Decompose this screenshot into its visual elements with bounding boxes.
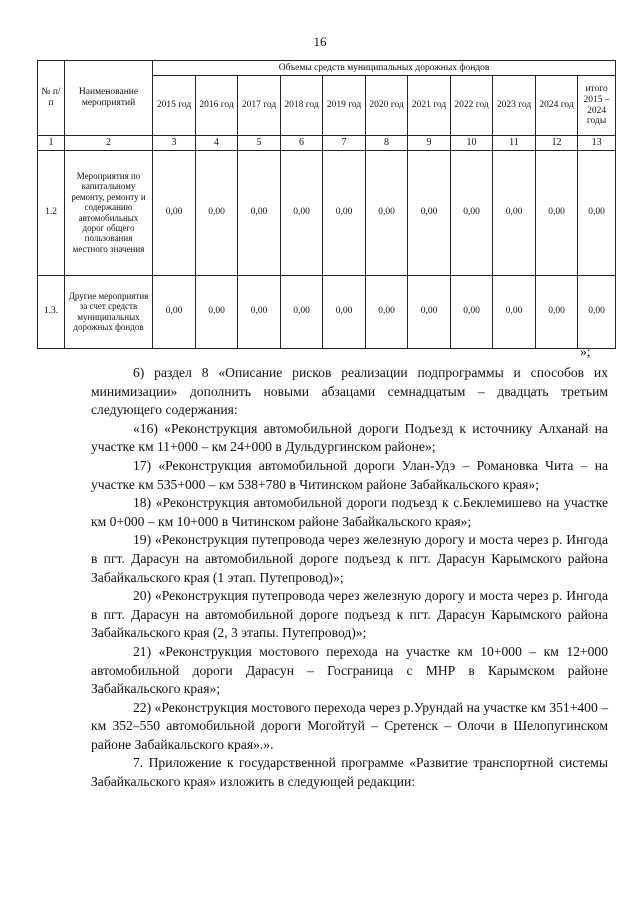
row-number: 1.3. — [38, 275, 65, 348]
row-value: 0,00 — [578, 150, 616, 275]
col-header-year: 2021 год — [408, 76, 451, 136]
table-closing-quote: »; — [580, 344, 591, 359]
header-row-1 — [38, 61, 616, 76]
page-number: 16 — [313, 34, 327, 49]
column-number: 4 — [196, 136, 238, 151]
column-number: 3 — [153, 136, 196, 151]
col-header-total: итого 2015 – 2024 годы — [578, 76, 616, 136]
col-header-year: 2016 год — [196, 76, 238, 136]
row-value: 0,00 — [451, 150, 493, 275]
row-value: 0,00 — [196, 150, 238, 275]
column-number: 11 — [493, 136, 536, 151]
row-value: 0,00 — [196, 275, 238, 348]
col-header-group: Объемы средств муниципальных дорожных фондов — [153, 61, 616, 76]
paragraph: 19) «Реконструкция путепровода через железную дорогу и моста через р. Ингода в пгт. Дарасун на автомобильной дороге подъезд к пгт. Дарасун Карымского района Забайкальского края (1 этап. Путепровод)»; — [91, 532, 608, 585]
table-row — [38, 150, 616, 275]
column-number: 13 — [578, 136, 616, 151]
col-header-year: 2020 год — [366, 76, 408, 136]
row-value: 0,00 — [281, 275, 323, 348]
paragraph: «16) «Реконструкция автомобильной дороги Подъезд к источнику Алханай на участке км 11+000 – км 24+000 в Дульдургинском районе»; — [91, 420, 608, 455]
column-numbers-row — [38, 136, 616, 151]
col-header-year: 2023 год — [493, 76, 536, 136]
paragraph: 7. Приложение к государственной программе «Развитие транспортной системы Забайкальского края» изложить в следующей редакции: — [91, 755, 608, 790]
table-row — [38, 275, 616, 348]
paragraph: 21) «Реконструкция мостового перехода на участке км 10+000 – км 12+000 автомобильной дороги Дарасун – Госграница с МНР в Карымском районе Забайкальского края»; — [91, 643, 608, 697]
row-value: 0,00 — [366, 150, 408, 275]
col-header-year: 2018 год — [281, 76, 323, 136]
row-value: 0,00 — [153, 275, 196, 348]
column-number: 8 — [366, 136, 408, 151]
column-number: 9 — [408, 136, 451, 151]
row-value: 0,00 — [238, 150, 281, 275]
column-number: 6 — [281, 136, 323, 151]
row-number: 1.2 — [38, 150, 65, 275]
column-number: 2 — [65, 136, 153, 151]
paragraph: 22) «Реконструкция мостового перехода через р.Урундай на участке км 351+400 – км 352–550 автомобильной дороги Могойтуй – Сретенск – Олочи в Шелопугинском районе Забайкальского края».». — [91, 699, 608, 752]
col-header-name: Наименование мероприятий — [65, 61, 153, 136]
row-value: 0,00 — [408, 275, 451, 348]
row-value: 0,00 — [408, 150, 451, 275]
column-number: 12 — [536, 136, 578, 151]
row-value: 0,00 — [536, 150, 578, 275]
col-header-year: 2022 год — [451, 76, 493, 136]
paragraph: 20) «Реконструкция путепровода через железную дорогу и моста через р. Ингода в пгт. Дарасун на автомобильной дороге подъезд к пгт. Дарасун Карымского района Забайкальского края (2, 3 этапы. Путепровод)»; — [91, 588, 608, 641]
row-value: 0,00 — [366, 275, 408, 348]
col-header-year: 2015 год — [153, 76, 196, 136]
row-value: 0,00 — [536, 275, 578, 348]
col-header-no: № п/п — [38, 61, 65, 136]
row-name: Мероприятия по капитальному ремонту, ремонту и содержанию автомобильных дорог общего пользования местного значения — [65, 150, 153, 275]
col-header-year: 2019 год — [323, 76, 366, 136]
row-value: 0,00 — [323, 150, 366, 275]
budget-table — [37, 60, 616, 349]
col-header-year: 2024 год — [536, 76, 578, 136]
row-value: 0,00 — [323, 275, 366, 348]
row-name: Другие мероприятия за счет средств муниципальных дорожных фондов — [65, 275, 153, 348]
row-value: 0,00 — [281, 150, 323, 275]
row-value: 0,00 — [493, 150, 536, 275]
row-value: 0,00 — [238, 275, 281, 348]
row-value: 0,00 — [578, 275, 616, 348]
row-value: 0,00 — [451, 275, 493, 348]
column-number: 10 — [451, 136, 493, 151]
col-header-year: 2017 год — [238, 76, 281, 136]
body-text — [91, 364, 608, 792]
column-number: 1 — [38, 136, 65, 151]
row-value: 0,00 — [493, 275, 536, 348]
paragraph: 17) «Реконструкция автомобильной дороги Улан-Удэ – Романовка Чита – на участке км 535+000 – км 538+780 в Читинском районе Забайкальского края»; — [91, 457, 608, 492]
paragraph: 6) раздел 8 «Описание рисков реализации подпрограммы и способов их минимизации» дополнить новыми абзацами семнадцатым – двадцать третьим следующего содержания: — [91, 365, 608, 418]
row-value: 0,00 — [153, 150, 196, 275]
column-number: 5 — [238, 136, 281, 151]
column-number: 7 — [323, 136, 366, 151]
paragraph: 18) «Реконструкция автомобильной дороги подъезд к с.Беклемишево на участке км 0+000 – км 10+000 в Читинском районе Забайкальского края»; — [91, 495, 608, 529]
